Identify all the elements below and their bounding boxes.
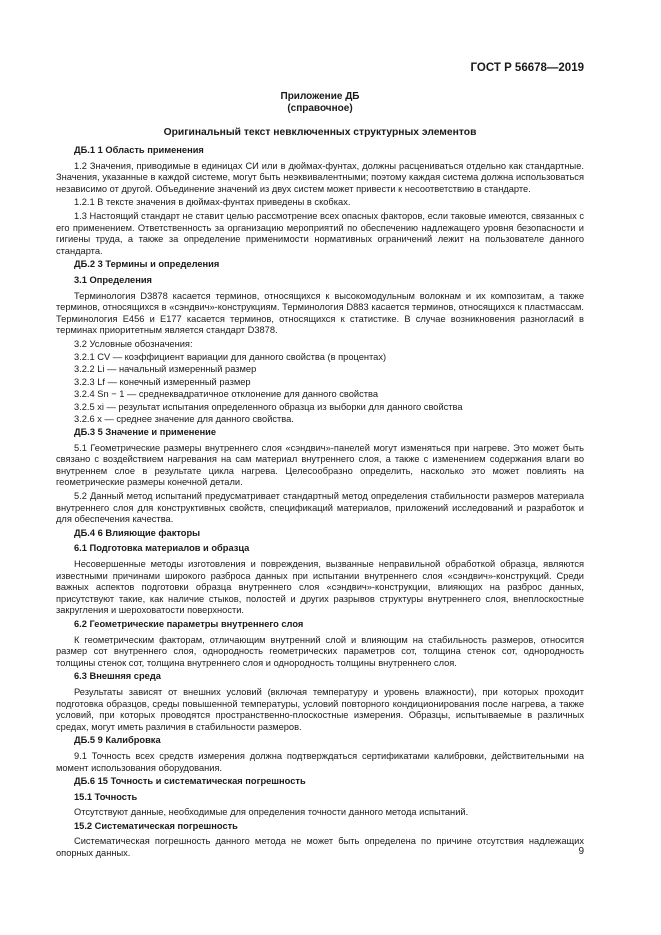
list-item: 3.2.6 x — среднее значение для данного свойства. [74,414,294,425]
appendix-name: Приложение ДБ [280,91,360,102]
section-heading: ДБ.3 5 Значение и применение [74,427,217,438]
paragraph: 1.2.1 В тексте значения в дюймах-фунтах приведены в скобках. [74,197,351,208]
paragraph: 1.3 Настоящий стандарт не ставит целью рассмотрение всех опасных факторов, если таковые имеются, связанных с его применением. Ответственность за организацию мероприятий по обеспечению надлежащего уровня безопасности и гигиены труда, а также за определение применимости нормативных ограничений лежит на пользователе данного стандарта. [56,210,584,256]
appendix-title [56,91,584,115]
section-heading: 6.1 Подготовка материалов и образца [74,543,250,554]
paragraph: 5.2 Данный метод испытаний предусматривает стандартный метод определения стабильности размеров материала внутреннего слоя для конструктивных свойств, спецификаций материалов, приложений исследований и разработок и для обеспечения качества. [56,491,584,525]
paragraph: Результаты зависят от внешних условий (включая температуру и уровень влажности), при которых проходит подготовка образцов, среды повышенной температуры, условий повторного кондиционирования после нагрева, а также условий, при которых проводятся пространственно-плоскостные измерения. Образцы, испытываемые в различных средах, могут иметь различия в стабильности размеров. [56,686,584,732]
section-heading: 15.2 Систематическая погрешность [74,820,238,831]
list-item: 3.2.1 CV — коэффициент вариации для данного свойства (в процентах) [74,351,387,362]
appendix-subtitle: (справочное) [287,103,353,114]
section-heading: ДБ.4 6 Влияющие факторы [74,527,201,538]
section-heading: ДБ.6 15 Точность и систематическая погрешность [74,776,306,787]
list-item: 3.2.3 Lf — конечный измеренный размер [74,376,251,387]
list-item: 3.2.5 xi — результат испытания определенного образца из выборки для данного свойства [74,401,463,412]
list-item: 3.2.4 Sn − 1 — среднеквадратичное отклонение для данного свойства [74,389,379,400]
paragraph: Несовершенные методы изготовления и повреждения, вызванные неправильной обработкой образца, являются известными причинами широкого разброса данных при испытании внутреннего слоя «сэндвич»-конструкций. Среди важных аспектов подготовки образца внутреннего слоя «сэндвич»-конструкции, влияющих на разброс данных, присутствуют такие, как наличие стыков, полостей и других разрывов структуры внутреннего слоя, внеплоскостные закругления и шероховатости поверхности. [56,559,584,616]
paragraph: К геометрическим факторам, отличающим внутренний слой и влияющим на стабильность размеров, относится размер сот внутреннего слоя, однородность геометрических параметров сот, толщина стенок сот, однородность толщины стенок сот, толщина внутреннего слоя и однородность толщины внутреннего слоя. [56,634,584,668]
paragraph: Систематическая погрешность данного метода не может быть определена по причине отсутствия надлежащих опорных данных. [56,836,584,859]
list-item: 3.2.2 Li — начальный измеренный размер [74,364,257,375]
paragraph: 5.1 Геометрические размеры внутреннего слоя «сэндвич»-панелей могут изменяться при нагреве. Это может быть связано с воздействием нагревания на сам материал внутреннего слоя, а также с изменением содержания влаги во внутреннем слое в результате цикла нагрева. Целесообразно определить, насколько это может повлиять на геометрические размеры конечной детали. [56,442,584,488]
section-heading: 6.3 Внешняя среда [74,671,161,682]
section-heading: 3.1 Определения [74,274,152,285]
section-heading: ДБ.5 9 Калибровка [74,735,161,746]
paragraph: 9.1 Точность всех средств измерения должна подтверждаться сертификатами калибровки, действительными на момент использования оборудования. [56,750,584,773]
document-body [56,145,584,862]
section-heading: ДБ.2 3 Термины и определения [74,259,220,270]
page-number: 9 [578,846,584,857]
list-item: 3.2 Условные обозначения: [74,338,193,349]
paragraph: Отсутствуют данные, необходимые для определения точности данного метода испытаний. [74,807,469,818]
document-code: ГОСТ Р 56678—2019 [470,62,584,74]
main-heading: Оригинальный текст невключенных структурных элементов [163,127,477,138]
paragraph: Терминология D3878 касается терминов, относящихся к высокомодульным волокнам и их композитам, а также терминов, относящихся в «сэндвич»-конструкциям. Терминология D883 касается терминов, относящихся к пластмассам. Терминология E456 и E177 касается терминов, относящихся к статистике. В случае возникновения разногласий в терминах приоритетным является стандарт D3878. [56,290,584,336]
section-heading: ДБ.1 1 Область применения [74,145,204,155]
section-heading: 6.2 Геометрические параметры внутреннего слоя [74,618,304,629]
section-heading: 15.1 Точность [74,791,138,802]
paragraph: 1.2 Значения, приводимые в единицах СИ или в дюймах-фунтах, должны расцениваться отдельно как стандартные. Значения, указанные в каждой системе, могут быть неэквивалентными; поэтому каждая система должна использоваться независимо от другой. Объединение значений из двух систем может привести к несоответствию в стандарте. [56,160,584,194]
